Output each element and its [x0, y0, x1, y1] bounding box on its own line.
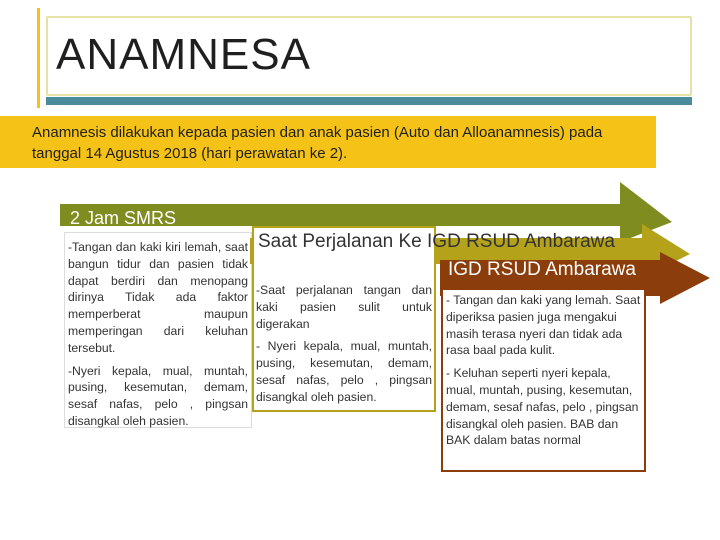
timeline-label-1: 2 Jam SMRS — [70, 208, 177, 228]
title-underline-bar — [46, 97, 692, 105]
timeline-2-paragraph-1: -Saat perjalanan tangan dan kaki pasien sulit untuk digerakan — [256, 283, 432, 331]
accent-vertical-line — [37, 8, 40, 108]
page-title: ANAMNESA — [56, 30, 311, 79]
timeline-label-2: Saat Perjalanan Ke IGD RSUD Ambarawa — [258, 231, 615, 252]
timeline-panel-1-text — [68, 239, 248, 436]
timeline-3-paragraph-1: - Tangan dan kaki yang lemah. Saat diperiksa pasien juga mengakui masih terasa nyeri dan tidak ada rasa baal pada kulit. — [446, 293, 641, 358]
timeline-panel-2-text — [256, 282, 432, 412]
timeline-1-paragraph-2: -Nyeri kepala, mual, muntah, pusing, kesemutan, demam, sesaf nafas, pelo , pingsan disangkal oleh pasien. — [68, 363, 248, 428]
timeline-label-3: IGD RSUD Ambarawa — [448, 259, 636, 280]
intro-text: Anamnesis dilakukan kepada pasien dan anak pasien (Auto dan Alloanamnesis) pada tanggal 14 Agustus 2018 (hari perawatan ke 2). — [32, 124, 603, 162]
timeline-2-paragraph-2: - Nyeri kepala, mual, muntah, pusing, kesemutan, demam, sesaf nafas, pelo , pingsan disangkal oleh pasien. — [256, 339, 432, 404]
timeline-3-paragraph-2: - Keluhan seperti nyeri kepala, mual, muntah, pusing, kesemutan, demam, sesaf nafas, pelo , pingsan disangkal oleh pasien. BAB dan BAK dalam batas normal — [446, 366, 639, 448]
timeline-panel-3-text — [446, 292, 642, 455]
timeline-1-paragraph-1: -Tangan dan kaki kiri lemah, saat bangun tidur dan pasien tidak dapat berdiri dan menopang dirinya Tidak ada faktor memperberat maupun memperingan dari keluhan tersebut. — [68, 240, 248, 355]
